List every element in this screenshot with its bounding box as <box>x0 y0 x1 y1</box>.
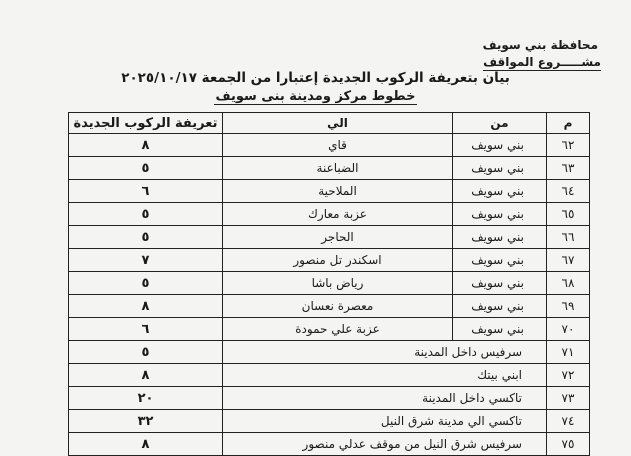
fare-value: ٦ <box>69 180 223 203</box>
table-row <box>69 180 590 203</box>
route-from: بني سويف <box>453 134 547 157</box>
column-header-to: الي <box>223 113 453 134</box>
fare-value: ٢٠ <box>69 387 223 410</box>
fare-value: ٨ <box>69 364 223 387</box>
table-row <box>69 226 590 249</box>
row-number: ٦٦ <box>547 226 590 249</box>
fare-value: ٦ <box>69 318 223 341</box>
column-header-from: من <box>453 113 547 134</box>
table-row <box>69 203 590 226</box>
row-number: ٧٠ <box>547 318 590 341</box>
route-from: بني سويف <box>453 180 547 203</box>
route-from: بني سويف <box>453 249 547 272</box>
fare-value: ٥ <box>69 341 223 364</box>
table-row <box>69 433 590 456</box>
route-to: معصرة نعسان <box>223 295 453 318</box>
table-header-row <box>69 113 590 134</box>
table-row <box>69 341 590 364</box>
column-header-fare: تعريفة الركوب الجديدة <box>69 113 223 134</box>
row-number: ٧١ <box>547 341 590 364</box>
route-to: قاي <box>223 134 453 157</box>
row-number: ٧٢ <box>547 364 590 387</box>
route-to: الملاحية <box>223 180 453 203</box>
table-row <box>69 134 590 157</box>
document-title: بيان بتعريفة الركوب الجديدة إعتبارا من الجمعة ٢٠٢٥/١٠/١٧ <box>121 70 510 86</box>
table-row <box>69 410 590 433</box>
document-subtitle <box>0 89 631 104</box>
route-from: بني سويف <box>453 203 547 226</box>
fare-value: ٨ <box>69 433 223 456</box>
subtitle-text: خطوط مركز ومدينة بنى سويف <box>215 89 416 104</box>
route-description: تاكسي الي مدينة شرق النيل <box>223 410 547 433</box>
fare-value: ٨ <box>69 295 223 318</box>
row-number: ٦٧ <box>547 249 590 272</box>
route-from: بني سويف <box>453 226 547 249</box>
route-from: بني سويف <box>453 272 547 295</box>
route-description: سرفيس شرق النيل من موقف عدلي منصور <box>223 433 547 456</box>
route-to: الحاجر <box>223 226 453 249</box>
fare-value: ٥ <box>69 157 223 180</box>
table-row <box>69 157 590 180</box>
route-to: اسكندر تل منصور <box>223 249 453 272</box>
table-row <box>69 249 590 272</box>
row-number: ٦٣ <box>547 157 590 180</box>
fare-value: ٥ <box>69 203 223 226</box>
route-description: سرفيس داخل المدينة <box>223 341 547 364</box>
column-header-num: م <box>547 113 590 134</box>
route-to: عزبة علي حمودة <box>223 318 453 341</box>
fares-table <box>68 112 590 456</box>
table-row <box>69 364 590 387</box>
row-number: ٧٣ <box>547 387 590 410</box>
row-number: ٦٢ <box>547 134 590 157</box>
row-number: ٦٥ <box>547 203 590 226</box>
table-row <box>69 272 590 295</box>
fare-value: ٨ <box>69 134 223 157</box>
route-description: ابني بيتك <box>223 364 547 387</box>
row-number: ٧٥ <box>547 433 590 456</box>
route-to: عزبة معارك <box>223 203 453 226</box>
row-number: ٦٩ <box>547 295 590 318</box>
fare-value: ٣٢ <box>69 410 223 433</box>
row-number: ٦٨ <box>547 272 590 295</box>
row-number: ٧٤ <box>547 410 590 433</box>
route-from: بني سويف <box>453 295 547 318</box>
fare-value: ٥ <box>69 272 223 295</box>
route-from: بني سويف <box>453 318 547 341</box>
route-description: تاكسي داخل المدينة <box>223 387 547 410</box>
table-row <box>69 387 590 410</box>
row-number: ٦٤ <box>547 180 590 203</box>
route-to: رياض باشا <box>223 272 453 295</box>
route-to: الضباعنة <box>223 157 453 180</box>
route-from: بني سويف <box>453 157 547 180</box>
table-row <box>69 318 590 341</box>
department-name: مشـــــروع المواقف <box>483 55 601 69</box>
fare-value: ٧ <box>69 249 223 272</box>
governorate-name: محافظة بني سويف <box>482 38 598 52</box>
fare-value: ٥ <box>69 226 223 249</box>
table-row <box>69 295 590 318</box>
